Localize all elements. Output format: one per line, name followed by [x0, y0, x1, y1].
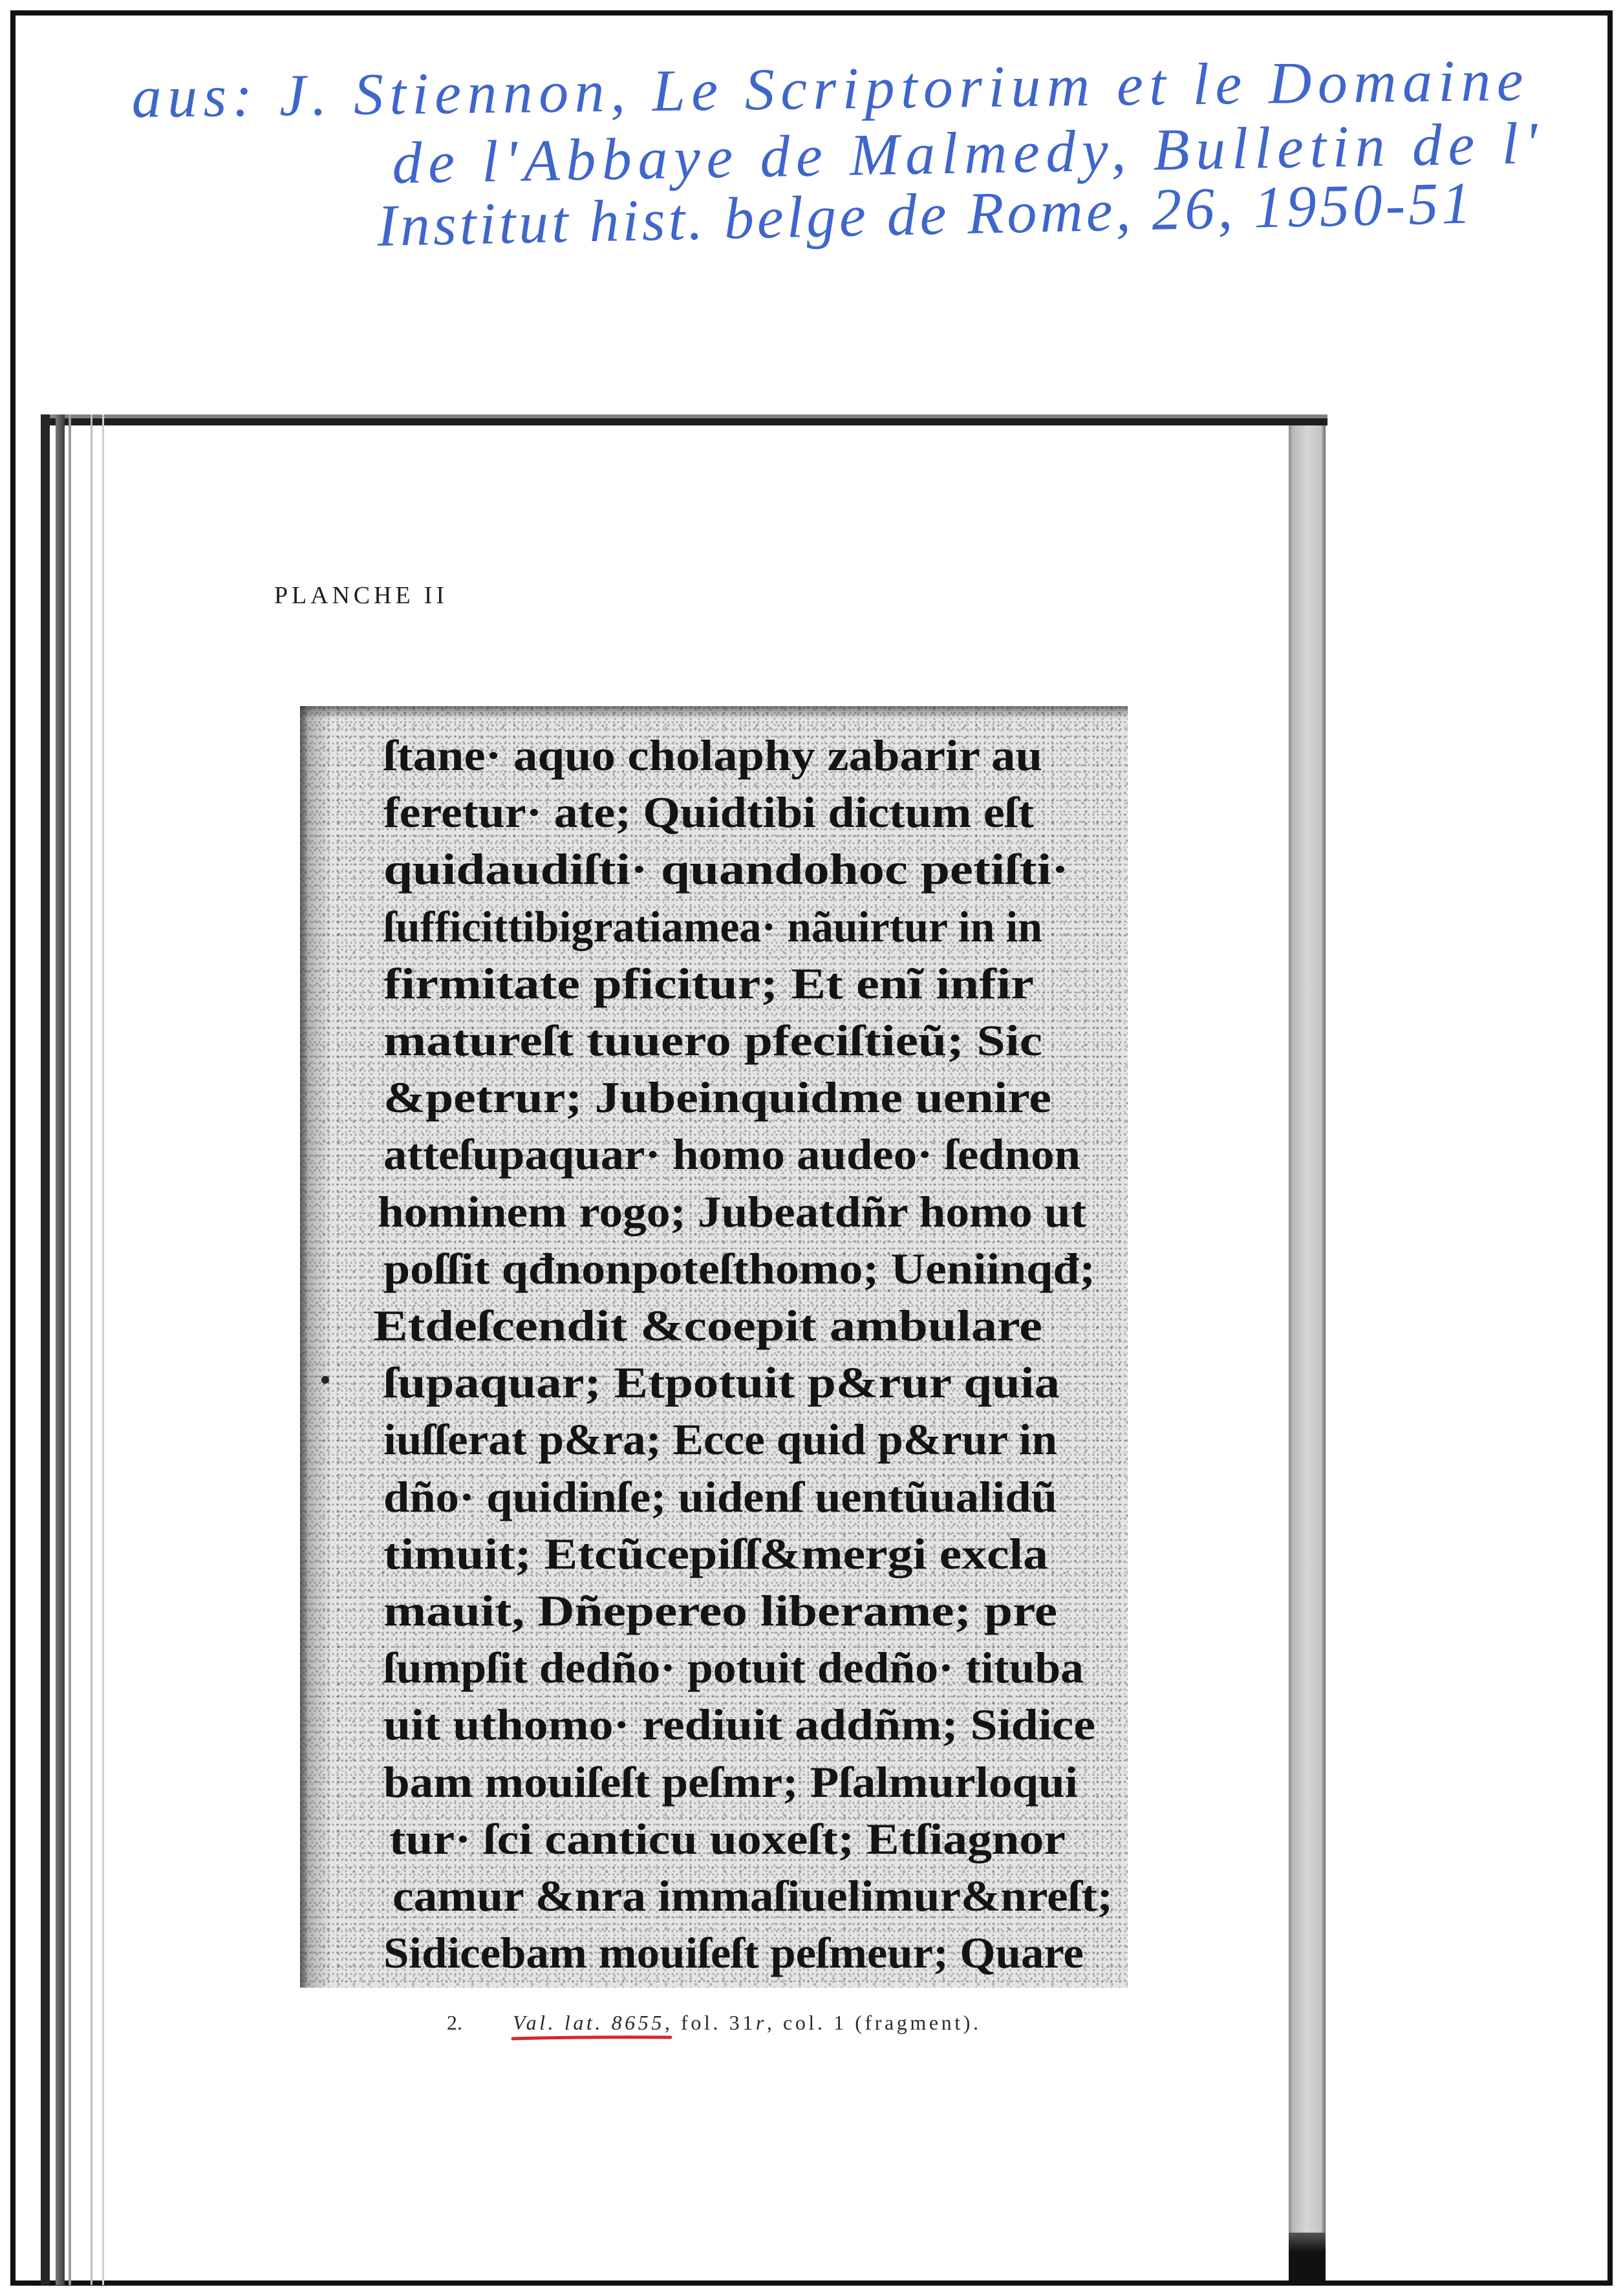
note-line-1: aus: J. Stiennon, Le Scriptorium et le Domaine	[131, 47, 1524, 130]
plate-heading	[259, 569, 472, 621]
manuscript-line: Etdeſcendit &coepit ambulare	[373, 1301, 1042, 1350]
manuscript-line: Sidicebam mouiſeſt peſmeur; Quare	[383, 1928, 1084, 1977]
caption-text	[513, 2011, 978, 2034]
plate-caption	[388, 1998, 1035, 2056]
manuscript-line: matureſt tuuero pfeciſtieũ; Sic	[383, 1016, 1042, 1065]
manuscript-text	[300, 706, 1128, 1988]
page-edge-left	[91, 414, 92, 2285]
page-edge-left	[102, 414, 104, 2285]
page-edge-top-dark	[41, 418, 1327, 425]
manuscript-line: firmitate pficitur; Et enĩ infir	[383, 959, 1034, 1008]
manuscript-line: bam mouiſeſt peſmr; Pſalmurloqui	[383, 1757, 1078, 1807]
manuscript-line: uit uthomo· rediuit addñm; Sidice	[383, 1700, 1095, 1749]
manuscript-line: ſumpſit dedño· potuit dedño· tituba	[383, 1643, 1084, 1692]
caption-folio: , fol. 31	[664, 2011, 753, 2034]
manuscript-line: quidaudiſti· quandohoc petiſti·	[383, 844, 1069, 894]
manuscript-facsimile	[300, 706, 1128, 1988]
page-edge-left	[69, 414, 71, 2285]
caption-number: 2.	[447, 2011, 462, 2034]
manuscript-line: hominem rogo; Jubeatdñr homo ut	[378, 1187, 1087, 1236]
ink-speck	[321, 1376, 329, 1384]
page-gutter-right	[1289, 425, 1326, 2285]
manuscript-line: ſupaquar; Etpotuit p&rur quia	[383, 1358, 1060, 1407]
manuscript-line: poſſit qđnonpoteſthomo; Ueniinqđ;	[383, 1244, 1095, 1293]
manuscript-line: dño· quidinſe; uidenſ uentũualidũ	[383, 1472, 1057, 1521]
manuscript-line: iuſſerat p&ra; Ecce quid p&rur in	[383, 1415, 1057, 1464]
manuscript-line: &petrur; Jubeinquidme uenire	[383, 1073, 1051, 1122]
caption-folio-side: r	[755, 2011, 764, 2034]
manuscript-line: ſufficittibigratiamea· nãuirtur in in	[383, 902, 1042, 951]
manuscript-line: ſtane· aquo cholaphy zabarir au	[383, 731, 1042, 780]
manuscript-line: tur· ſci canticu uoxeſt; Etſiagnor	[389, 1814, 1066, 1863]
note-line-3: Institut hist. belge de Rome, 26, 1950-51	[376, 169, 1472, 259]
page-edge-left	[41, 414, 50, 2285]
manuscript-line: camur &nra immaſiuelimur&nreſt;	[392, 1871, 1113, 1920]
page-gutter-shadow	[1289, 2233, 1326, 2285]
plate-label: PLANCHE II	[274, 582, 444, 609]
note-line-2: de l'Abbaye de Malmedy, Bulletin de l'	[391, 110, 1538, 196]
page-edge-left	[56, 414, 65, 2285]
caption-shelfmark: Val. lat. 8655	[513, 2011, 662, 2034]
red-ink-underline	[513, 2037, 671, 2039]
manuscript-line: timuit; Etcũcepiſſ&mergi excla	[383, 1529, 1048, 1578]
caption-rest: , col. 1 (fragment).	[766, 2011, 978, 2034]
manuscript-line: mauit, Dñepereo liberame; pre	[383, 1586, 1057, 1635]
handwritten-note	[0, 0, 1623, 297]
manuscript-line: feretur· ate; Quidtibi dictum eſt	[383, 788, 1035, 837]
manuscript-line: atteſupaquar· homo audeo· ſednon	[383, 1130, 1080, 1179]
